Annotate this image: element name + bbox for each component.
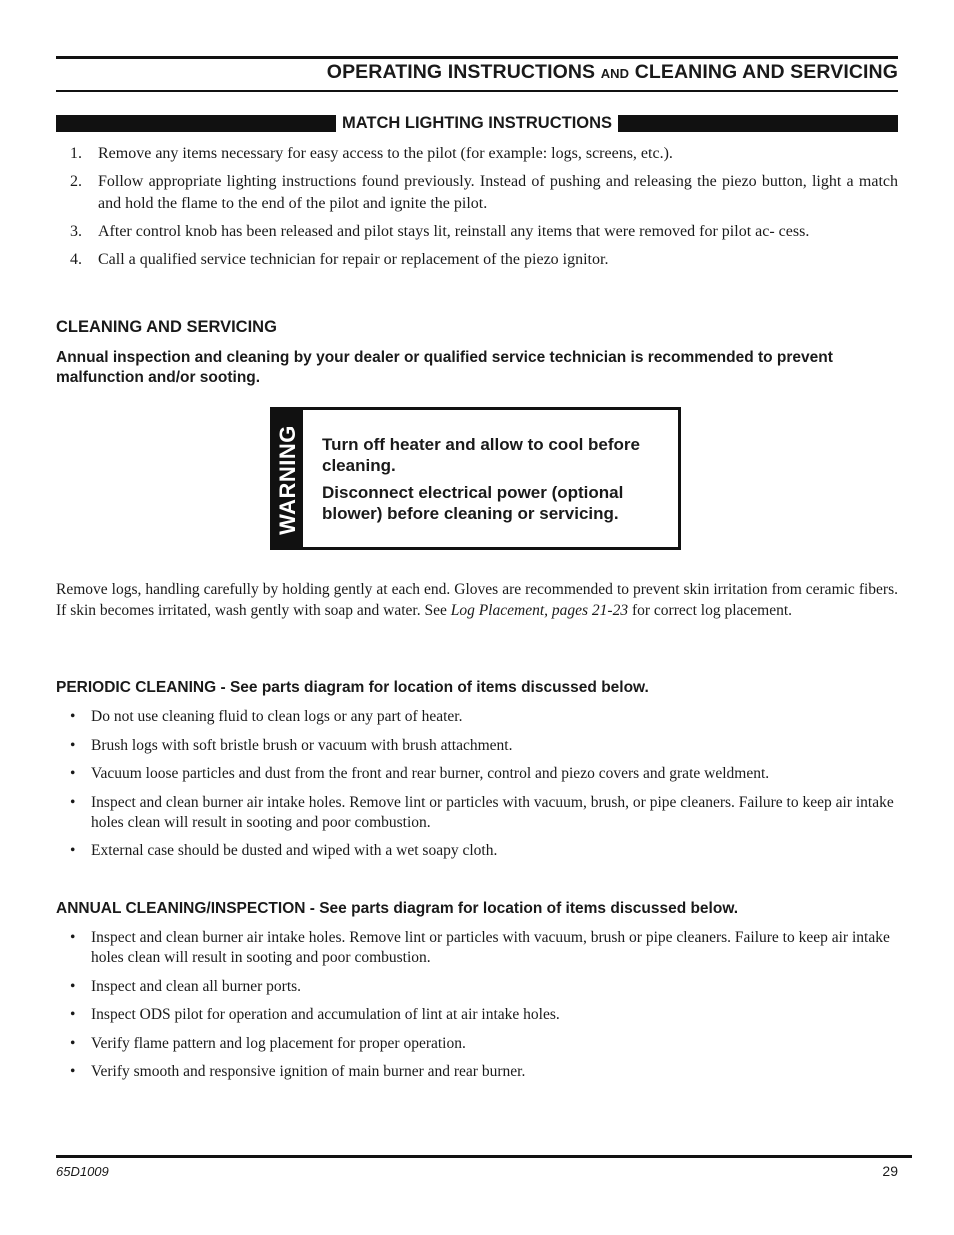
bullet-icon: • <box>70 1034 76 1052</box>
annual-cleaning-heading: ANNUAL CLEANING/INSPECTION - See parts diagram for location of items discussed below. <box>56 900 739 917</box>
page-number: 29 <box>882 1163 898 1179</box>
header-title-part2: CLEANING AND SERVICING <box>634 61 898 83</box>
list-item <box>56 1034 898 1054</box>
list-item-text: Inspect and clean burner air intake holes. Remove lint or particles with vacuum, brush, or pipe cleaners. Failure to keep air intake holes clean will result in sooting and poor combustion. <box>91 793 894 831</box>
warning-label: WARNING <box>275 425 300 535</box>
header-title-part1: OPERATING INSTRUCTIONS <box>326 61 596 83</box>
logs-paragraph <box>56 579 898 621</box>
log-placement-reference: Log Placement, pages 21-23 <box>450 602 629 619</box>
warning-band <box>273 410 303 547</box>
list-item-text: Verify smooth and responsive ignition of main burner and rear burner. <box>91 1063 526 1080</box>
periodic-cleaning-list <box>56 707 898 870</box>
list-item-text: Brush logs with soft bristle brush or vacuum with brush attachment. <box>91 736 513 754</box>
page-header <box>56 61 898 84</box>
logs-text-after: for correct log placement. <box>628 602 793 619</box>
list-item-text: Inspect and clean all burner ports. <box>91 977 302 995</box>
step-number: 2. <box>70 173 82 190</box>
title-bar-right <box>618 115 898 132</box>
footer-rule <box>56 1155 912 1158</box>
list-item <box>56 841 898 861</box>
list-item-text: Inspect and clean burner air intake holes. Remove lint or particles with vacuum, brush or pipe cleaners. Failure to keep air intake holes clean will result in sooting and poor combustion. <box>91 929 890 966</box>
step-item <box>56 221 898 243</box>
list-item <box>56 736 898 756</box>
match-lighting-title: MATCH LIGHTING INSTRUCTIONS <box>341 113 613 132</box>
step-number: 3. <box>70 223 82 240</box>
list-item-text: Do not use cleaning fluid to clean logs or any part of heater. <box>91 708 463 725</box>
list-item <box>56 1062 898 1082</box>
bullet-icon: • <box>70 977 76 995</box>
bullet-icon: • <box>70 736 76 754</box>
step-item <box>56 143 898 165</box>
list-item <box>56 1005 898 1025</box>
bullet-icon: • <box>70 1006 76 1023</box>
bullet-icon: • <box>70 765 76 782</box>
bullet-icon: • <box>70 929 76 946</box>
list-item-text: Verify flame pattern and log placement for proper operation. <box>91 1034 466 1052</box>
title-bar-left <box>56 115 336 132</box>
bullet-icon: • <box>70 793 76 811</box>
list-item <box>56 928 898 968</box>
warning-line-power: Disconnect electrical power (optional blower) before cleaning or servicing. <box>322 483 624 523</box>
bullet-icon: • <box>70 1063 76 1080</box>
list-item <box>56 764 898 784</box>
list-item <box>56 793 898 833</box>
step-text: After control knob has been released and pilot stays lit, reinstall any items that were removed for pilot ac- cess. <box>98 223 810 240</box>
list-item-text: External case should be dusted and wiped with a wet soapy cloth. <box>91 842 498 859</box>
annual-inspection-note: Annual inspection and cleaning by your dealer or qualified service technician is recommended to prevent malfunction and/or sooting. <box>56 349 833 386</box>
header-title-and: AND <box>600 66 630 81</box>
warning-line-cool: Turn off heater and allow to cool before cleaning. <box>322 435 640 475</box>
list-item <box>56 707 898 727</box>
step-text: Call a qualified service technician for repair or replacement of the piezo ignitor. <box>98 251 609 268</box>
top-rule <box>56 56 898 59</box>
annual-cleaning-list <box>56 928 898 1091</box>
step-item <box>56 249 898 271</box>
step-number: 4. <box>70 251 82 268</box>
cleaning-servicing-heading: CLEANING AND SERVICING <box>56 318 277 336</box>
document-code: 65D1009 <box>56 1164 109 1179</box>
list-item-text: Vacuum loose particles and dust from the front and rear burner, control and piezo covers and grate weldment. <box>91 765 770 782</box>
match-lighting-title-row <box>56 113 898 133</box>
periodic-cleaning-heading: PERIODIC CLEANING - See parts diagram for location of items discussed below. <box>56 679 649 696</box>
step-number: 1. <box>70 145 82 162</box>
match-lighting-steps <box>56 143 898 277</box>
step-text: Remove any items necessary for easy access to the pilot (for example: logs, screens, etc.). <box>98 145 673 162</box>
header-rule <box>56 90 898 92</box>
step-item <box>56 171 898 215</box>
step-text: Follow appropriate lighting instructions found previously. Instead of pushing and releasing the piezo button, light a match and hold the flame to the end of the pilot and ignite the pilot. <box>98 173 898 212</box>
list-item-text: Inspect ODS pilot for operation and accumulation of lint at air intake holes. <box>91 1006 560 1023</box>
logs-text-before: Remove logs, handling carefully by holding gently at each end. Gloves are recommended to prevent skin irritation from ceramic fibers. If skin becomes irritated, wash gently with soap and water. See <box>56 581 898 619</box>
bullet-icon: • <box>70 708 76 725</box>
warning-text <box>322 434 667 530</box>
bullet-icon: • <box>70 842 76 859</box>
list-item <box>56 977 898 997</box>
warning-box <box>270 407 681 550</box>
